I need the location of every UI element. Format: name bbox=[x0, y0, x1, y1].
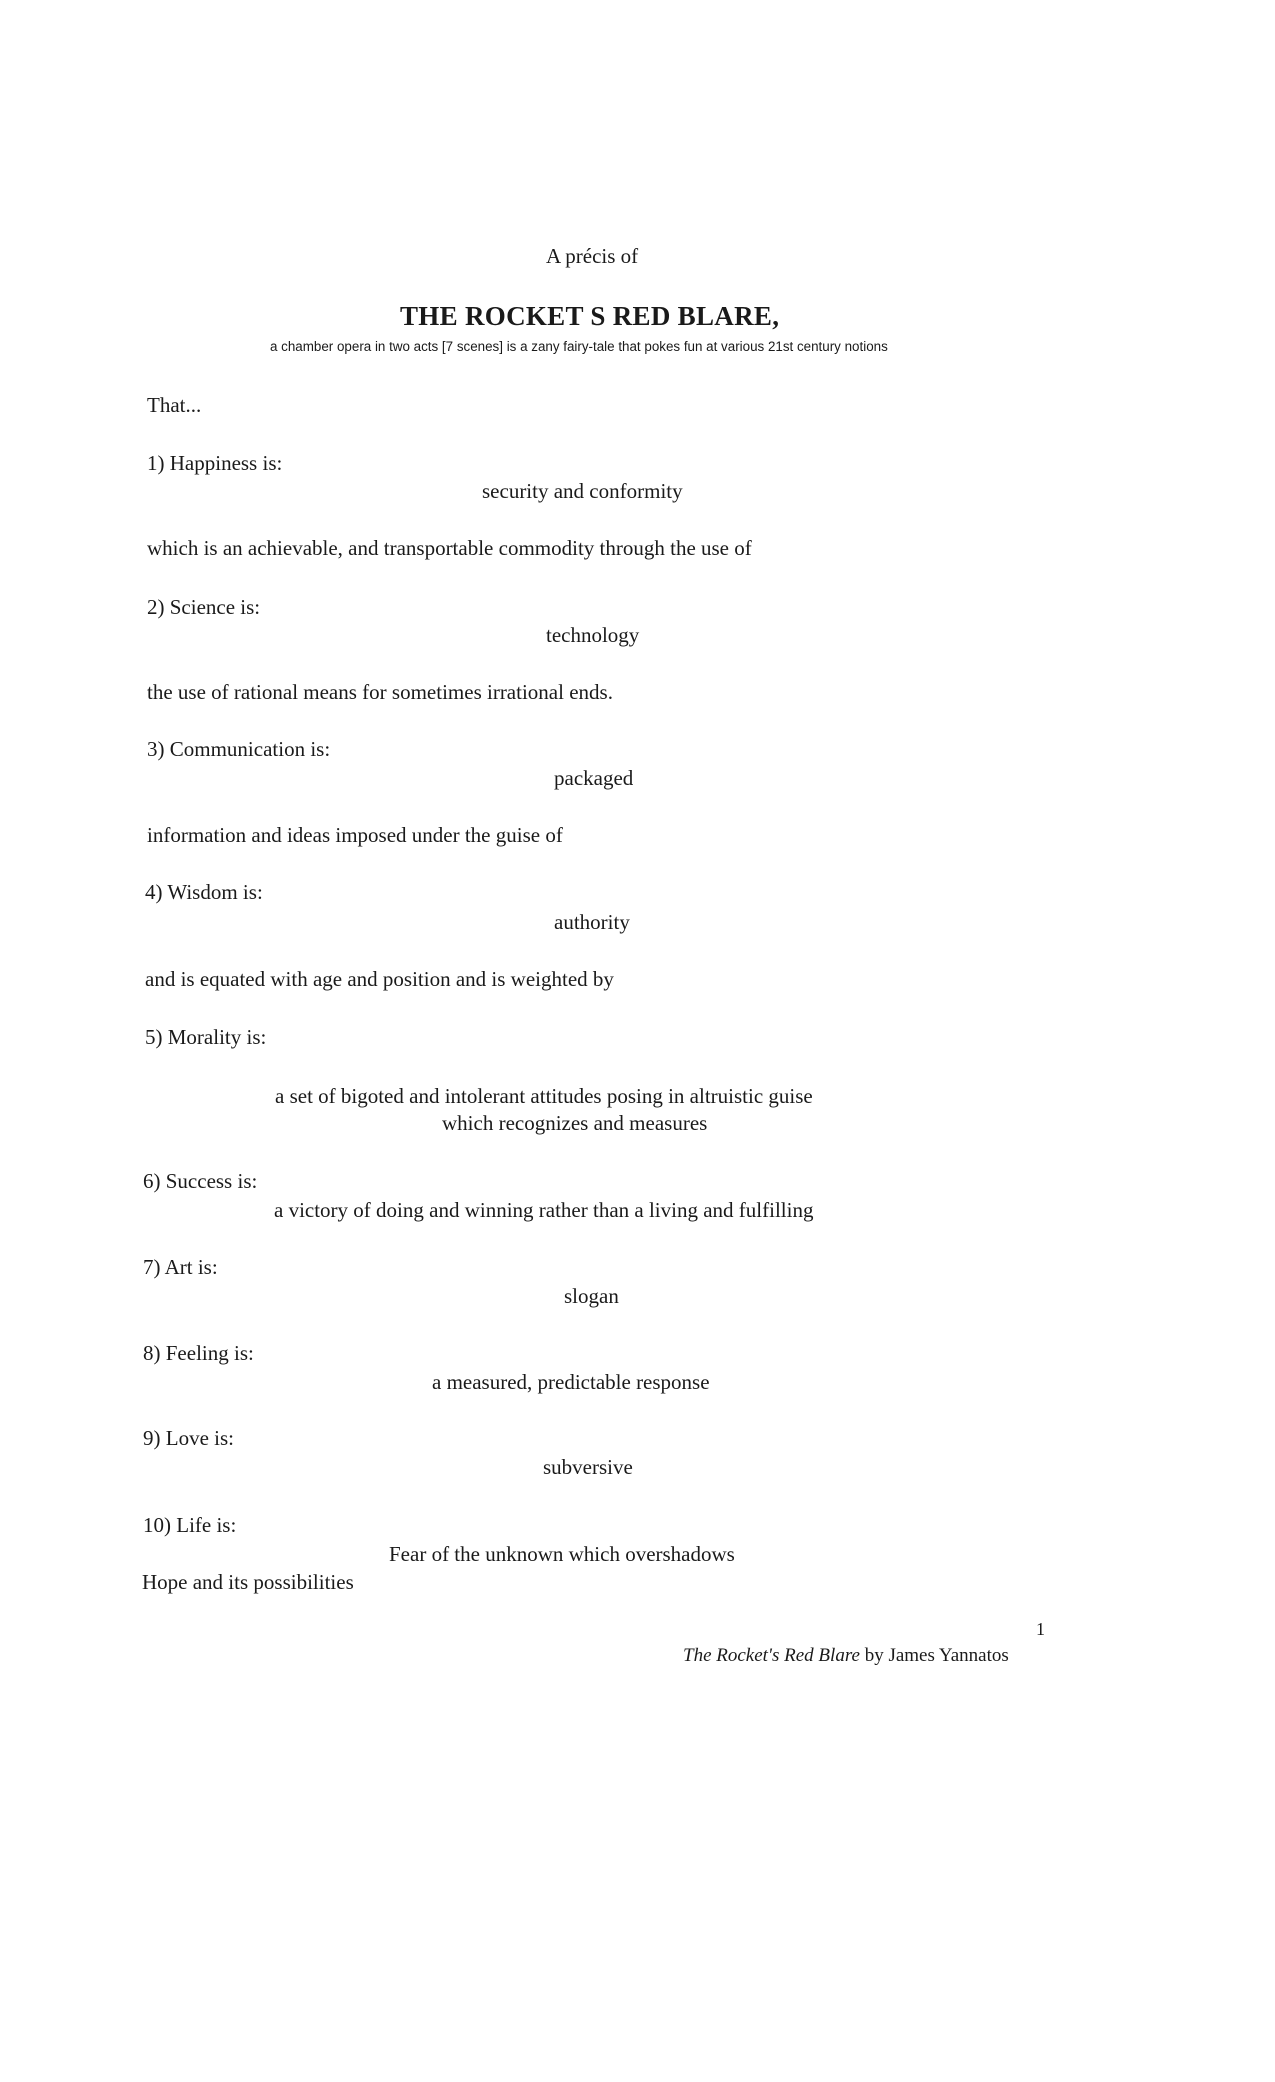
item-value: technology bbox=[546, 623, 640, 647]
item-value: authority bbox=[554, 910, 630, 934]
item-value: security and conformity bbox=[482, 479, 683, 503]
item-follow: information and ideas imposed under the guise of bbox=[147, 823, 563, 847]
item-value: slogan bbox=[564, 1284, 619, 1308]
item-value: a set of bigoted and intolerant attitudes posing in altruistic guise bbox=[275, 1084, 813, 1108]
item-label: 6) Success is: bbox=[143, 1169, 258, 1193]
item-value: packaged bbox=[554, 766, 634, 790]
item-label: 4) Wisdom is: bbox=[145, 880, 263, 904]
item-label: 9) Love is: bbox=[143, 1426, 234, 1450]
footer-byline: by James Yannatos bbox=[859, 1645, 1009, 1666]
item-value: Fear of the unknown which overshadows bbox=[389, 1542, 735, 1566]
item-follow: Hope and its possibilities bbox=[142, 1570, 354, 1594]
item-label: 10) Life is: bbox=[143, 1513, 237, 1537]
item-label: 1) Happiness is: bbox=[147, 451, 283, 475]
item-follow: and is equated with age and position and is weighted by bbox=[145, 967, 614, 991]
item-label: 7) Art is: bbox=[143, 1255, 218, 1279]
item-value-continued: which recognizes and measures bbox=[442, 1111, 708, 1135]
item-follow: the use of rational means for sometimes irrational ends. bbox=[147, 680, 613, 704]
footer-credit bbox=[683, 1644, 1009, 1668]
item-label: 2) Science is: bbox=[147, 595, 261, 619]
item-follow: which is an achievable, and transportable commodity through the use of bbox=[147, 536, 752, 560]
page-number: 1 bbox=[1036, 1619, 1045, 1639]
document-title: THE ROCKET S RED BLARE, bbox=[400, 301, 780, 331]
item-value: a victory of doing and winning rather than a living and fulfilling bbox=[274, 1198, 814, 1222]
item-label: 8) Feeling is: bbox=[143, 1341, 254, 1365]
item-label: 3) Communication is: bbox=[147, 737, 331, 761]
precis-heading: A précis of bbox=[546, 244, 639, 268]
intro-text: That... bbox=[147, 393, 202, 417]
footer-work-title: The Rocket's Red Blare bbox=[683, 1645, 860, 1666]
item-value: a measured, predictable response bbox=[432, 1370, 710, 1394]
item-label: 5) Morality is: bbox=[145, 1025, 267, 1049]
item-value: subversive bbox=[543, 1455, 633, 1479]
document-subtitle: a chamber opera in two acts [7 scenes] is a zany fairy-tale that pokes fun at various 21st century notions bbox=[270, 339, 888, 354]
